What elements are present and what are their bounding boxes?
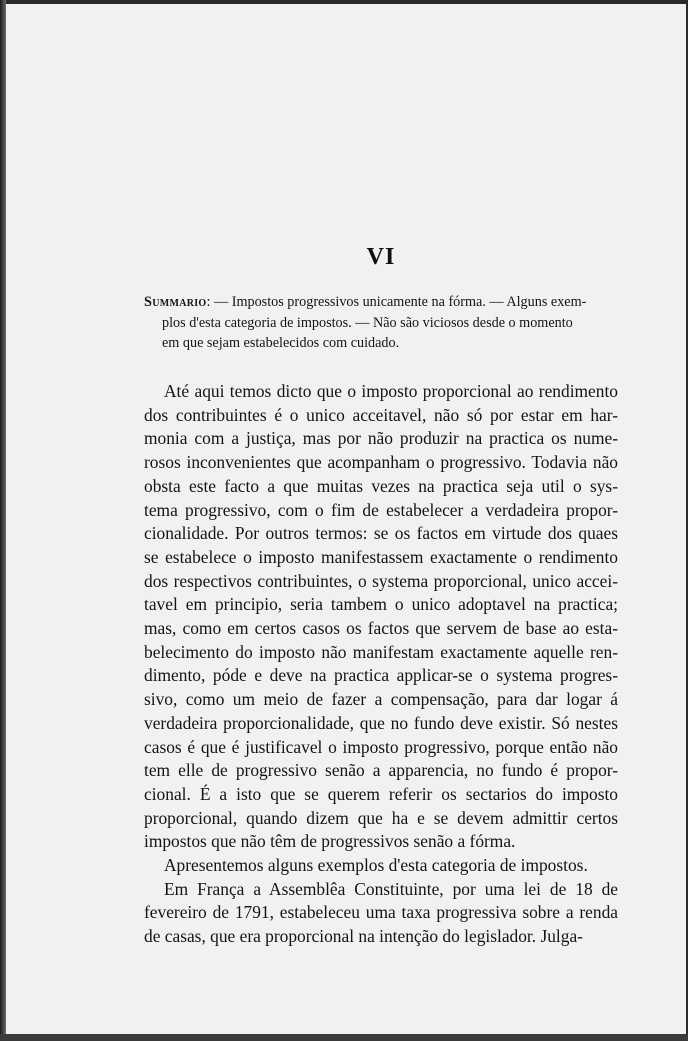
text-line: proporcional, quando dizem que ha e se devem admittir certos [144,807,618,828]
text-line: tema progressivo, com o fim de estabelecer a verdadeira propor- [144,499,618,520]
text-line: verdadeira proporcionalidade, que no fundo deve existir. Só nestes [144,712,618,733]
summary-line: plos d'esta categoria de impostos. — Não são viciosos desde o momento [162,314,573,331]
page-bottom-edge [0,1034,688,1041]
text-line: Apresentemos alguns exemplos d'esta categoria de impostos. [164,855,588,876]
text-line: belecimento do imposto não manifestam exactamente aquelle ren- [144,641,618,662]
text-line: fevereiro de 1791, estabeleceu uma taxa progressiva sobre a renda [144,902,618,923]
text-line: monia com a justiça, mas por não produzir na practica os nume- [144,428,618,449]
text-line: se estabelece o imposto manifestassem exactamente o rendimento [144,546,618,567]
text-line: dos respectivos contribuintes, o systema proporcional, unico accei- [144,570,618,591]
text-line: cionalidade. Por outros termos: se os factos em virtude dos quaes [144,523,618,544]
text-line: dimento, póde e deve na practica applicar-se o systema progres- [144,665,618,686]
text-line: mas, como em certos casos os factos que servem de base ao esta- [144,618,618,639]
chapter-summary [144,292,618,354]
text-line: de casas, que era proporcional na intenção do legislador. Julga- [144,926,583,947]
text-line: casos é que é justificavel o imposto progressivo, porque então não [144,736,618,757]
text-line: dos contribuintes é o unico acceitavel, não só por estar em har- [144,404,618,425]
summary-line: em que sejam estabelecidos com cuidado. [162,335,400,351]
text-line: tavel em principio, seria tambem o unico adoptavel na practica; [144,594,618,615]
text-line: Em França a Assemblêa Constituinte, por uma lei de 18 de [164,878,618,899]
text-line: Até aqui temos dicto que o imposto proporcional ao rendimento [164,381,618,401]
text-line: rosos inconvenientes que acompanham o progressivo. Todavia não [144,452,618,473]
body-text [144,380,618,949]
book-page [6,4,686,1036]
text-line: obsta este facto a que muitas vezes na practica seja util o sys- [144,475,618,496]
summary-lead: Summario [144,294,207,310]
text-line: cional. É a isto que se querem referir os sectarios do imposto [144,783,618,804]
text-line: sivo, como um meio de fazer a compensação, para dar logar á [144,689,618,710]
text-line: tem elle de progressivo senão a apparencia, no fundo é propor- [144,760,618,781]
summary-line [144,292,618,313]
summary-text: : — Impostos progressivos unicamente na fórma. — Alguns exem- [206,294,587,310]
text-line: impostos que não têm de progressivos senão a fórma. [144,831,516,852]
chapter-heading: VI [366,244,396,270]
